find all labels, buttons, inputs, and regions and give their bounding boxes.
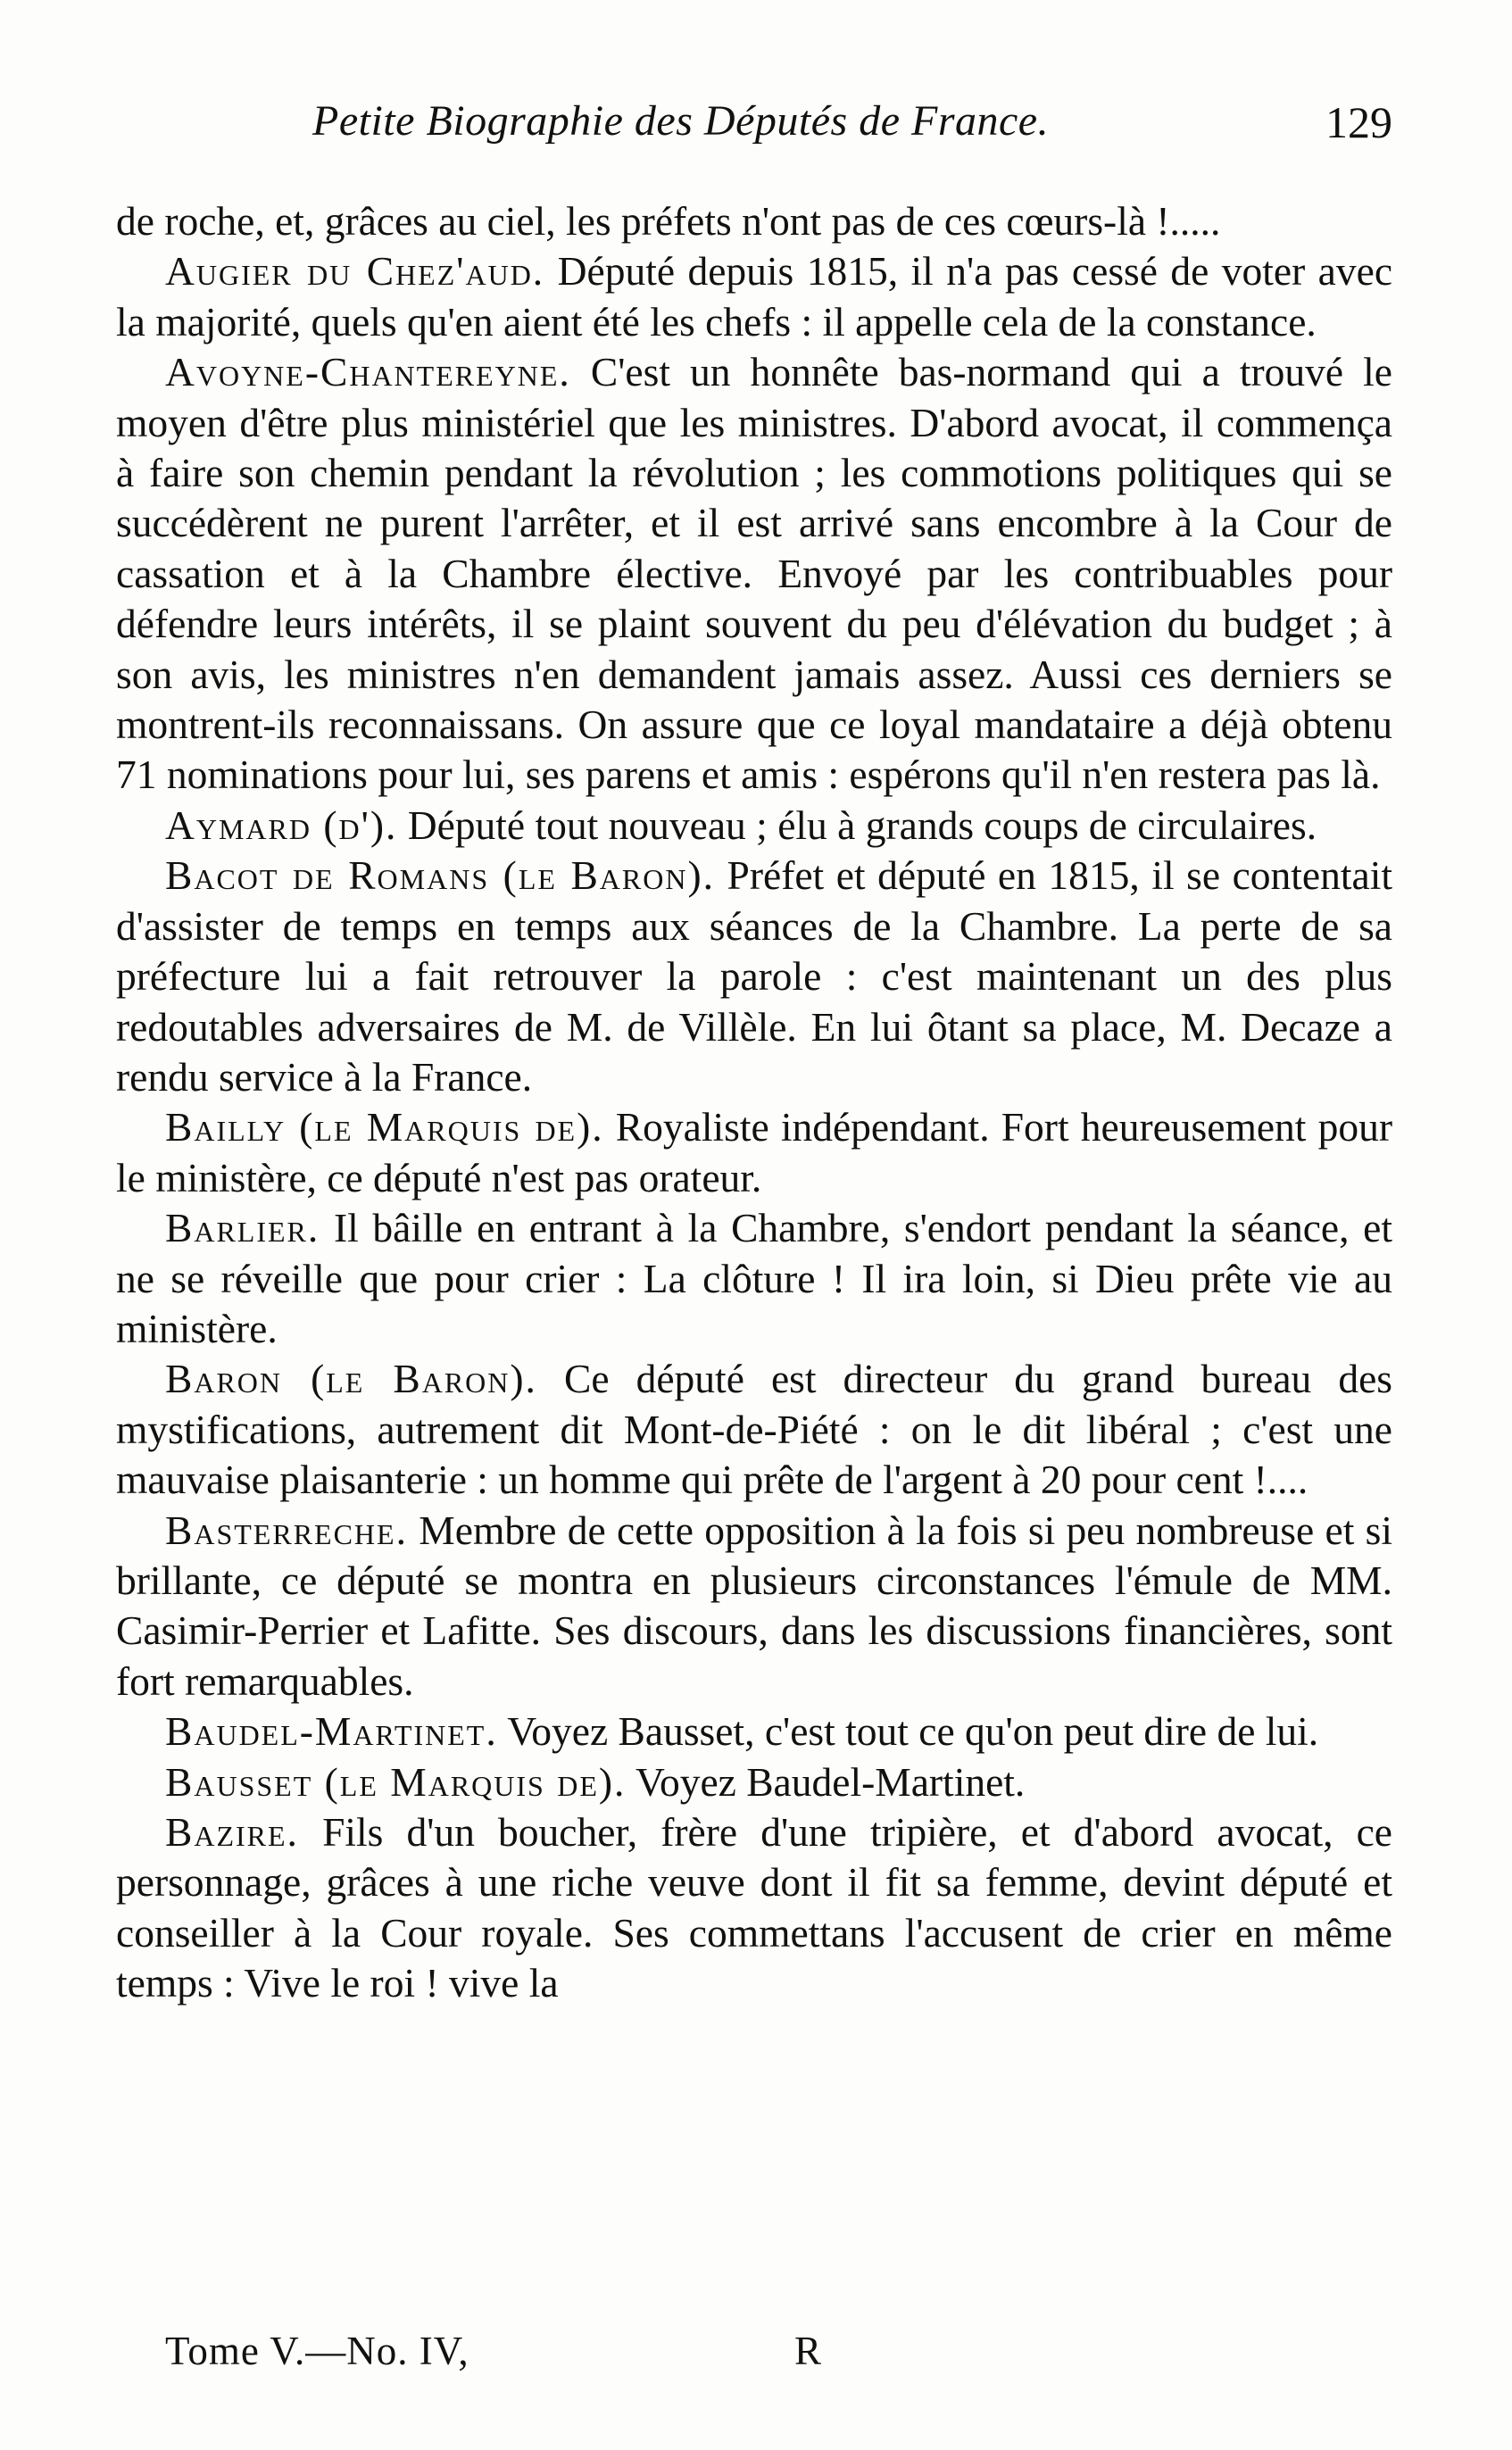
- entry-name: Barlier.: [165, 1205, 320, 1251]
- biography-text: [116, 196, 1392, 2009]
- entry-text: Voyez Bausset, c'est tout ce qu'on peut dire de lui.: [507, 1708, 1319, 1755]
- page-number: 129: [1325, 97, 1392, 147]
- page-footer: [165, 2328, 1325, 2381]
- entry-text: Ce député est directeur du grand bureau des mystifications, autrement dit Mont-de-Piété : on le dit libéral ; c'est une mauvaise plaisanterie : un homme qui prête de l'argent à 20 pour cent !....: [116, 1356, 1392, 1503]
- entry-basterreche: [116, 1506, 1392, 1707]
- signature-line: Tome V.—No. IV,: [165, 2329, 469, 2373]
- signature-mark: R: [794, 2329, 822, 2373]
- entry-text: Député tout nouveau ; élu à grands coups de circulaires.: [407, 801, 1317, 848]
- entry-name: Bailly (le Marquis de).: [165, 1104, 604, 1150]
- entry-continuation: [116, 196, 1392, 246]
- running-title: Petite Biographie des Députés de France.: [312, 97, 1050, 145]
- entry-text: Fils d'un boucher, frère d'une tripière, et d'abord avocat, ce personnage, grâces à une riche veuve dont il fit sa femme, devint député et conseiller à la Cour royale. Ses commettans l'accusent de crier en même temps : Vive le roi ! vive la: [116, 1809, 1393, 2006]
- entry-text: C'est un honnête bas-normand qui a trouvé le moyen d'être plus ministériel que les ministres. D'abord avocat, il commença à faire son chemin pendant la révolution ; les commotions politiques qui se succédèrent ne purent l'arrêter, et il est arrivé sans encombre à la Cour de cassation et à la Chambre élective. Envoyé par les contribuables pour défendre leurs intérêts, il se plaint souvent du peu d'élévation du budget ; à son avis, les ministres n'en demandent jamais assez. Aussi ces derniers se montrent-ils reconnaissans. On assure que ce loyal mandataire a déjà obtenu 71 nominations pour lui, ses parens et amis : espérons qu'il n'en restera pas là.: [116, 349, 1392, 798]
- entry-name: Bacot de Romans (le Baron).: [165, 852, 715, 899]
- entry-avoyne: [116, 347, 1392, 801]
- entry-name: Augier du Chez'aud.: [165, 248, 545, 295]
- entry-barlier: [116, 1203, 1392, 1354]
- entry-bailly: [116, 1102, 1392, 1203]
- entry-aymard: [116, 801, 1392, 851]
- entry-augier: [116, 246, 1392, 347]
- page-header: [116, 96, 1392, 159]
- entry-text: Royaliste indépendant. Fort heureusement pour le ministère, ce député n'est pas orateur.: [116, 1104, 1392, 1200]
- entry-name: Bausset (le Marquis de).: [165, 1758, 627, 1805]
- entry-text: Membre de cette opposition à la fois si peu nombreuse et si brillante, ce député se montra en plusieurs circonstances l'émule de MM. Casimir-Perrier et Lafitte. Ses discours, dans les discussions financières, sont fort remarquables.: [116, 1507, 1393, 1704]
- entry-text: Il bâille en entrant à la Chambre, s'endort pendant la séance, et ne se réveille que pour crier : La clôture ! Il ira loin, si Dieu prête vie au ministère.: [116, 1205, 1393, 1351]
- entry-name: Baron (le Baron).: [165, 1356, 537, 1402]
- entry-text: Député depuis 1815, il n'a pas cessé de voter avec la majorité, quels qu'en aient été les chefs : il appelle cela de la constance.: [116, 248, 1393, 345]
- entry-baudel-martinet: [116, 1707, 1392, 1757]
- entry-text: Préfet et député en 1815, il se contentait d'assister de temps en temps aux séances de la Chambre. La perte de sa préfecture lui a fait retrouver la parole : c'est maintenant un des plus redoutables adversaires de M. de Villèle. En lui ôtant sa place, M. Decaze a rendu service à la France.: [116, 852, 1392, 1100]
- entry-bacot: [116, 851, 1392, 1102]
- entry-name: Avoyne-Chantereyne.: [165, 349, 571, 395]
- entry-bazire: [116, 1807, 1392, 2009]
- entry-name: Baudel-Martinet.: [165, 1708, 498, 1755]
- entry-baron: [116, 1354, 1392, 1505]
- entry-text: Voyez Baudel-Martinet.: [635, 1758, 1026, 1805]
- entry-name: Bazire.: [165, 1809, 299, 1855]
- entry-text: de roche, et, grâces au ciel, les préfets n'ont pas de ces cœurs-là !.....: [116, 198, 1221, 244]
- entry-name: Aymard (d').: [165, 801, 398, 848]
- entry-name: Basterreche.: [165, 1507, 408, 1553]
- entry-bausset: [116, 1757, 1392, 1807]
